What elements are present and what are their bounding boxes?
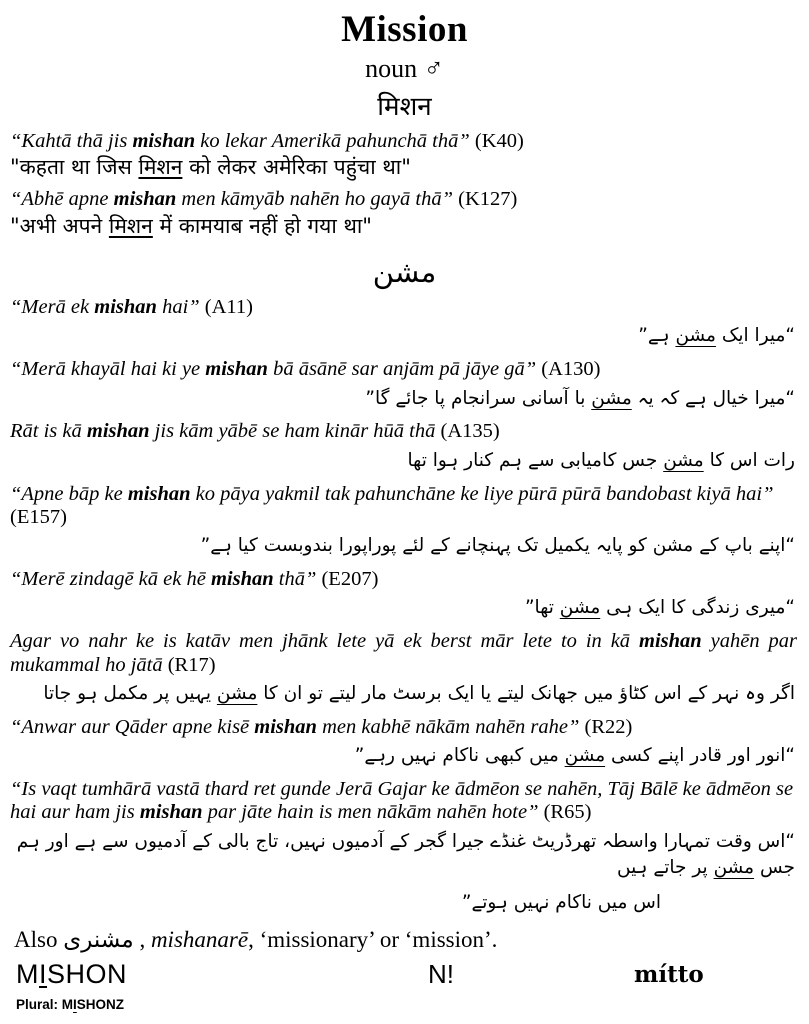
example-roman-e207 <box>0 568 809 591</box>
urdu-headword: مشن <box>372 255 437 289</box>
reference-code: (E157) <box>10 505 67 528</box>
example-urdu-r65-line2: اس میں ناکام نہیں ہوتے” <box>461 892 661 914</box>
quote-text: “Merā ek mishan hai” <box>10 296 200 318</box>
quote-text: “Merā khayāl hai ki ye mishan bā āsānē sar anjām pā jāye gā” <box>10 358 537 381</box>
quote-text: “Abhē apne mishan men kāmyāb nahēn ho gayā thā” <box>10 188 453 211</box>
page-title: Mission <box>341 9 468 50</box>
reference-code: (R22) <box>584 715 633 738</box>
reference-code: (K40) <box>474 129 524 152</box>
example-hindi-k127: "अभी अपने मिशन में कामयाब नहीं हो गया था" <box>10 213 372 238</box>
reference-code: (A11) <box>204 296 253 318</box>
reference-code: (R17) <box>167 653 216 676</box>
example-roman-a11 <box>0 296 809 319</box>
reference-code: (E207) <box>321 568 379 591</box>
quote-text: “Is vaqt tumhārā vastā thard ret gunde Jerā Gajar ke ādmēon se nahēn, Tāj Bālē ke ādmēon se hai aur ham jis mishan par jāte hain is men nākām nahēn hote” <box>10 777 794 824</box>
example-urdu-e207: “میری زندگی کا ایک ہی مشن تھا” <box>524 597 795 619</box>
example-roman-r22 <box>0 716 809 739</box>
example-roman-k40 <box>0 130 809 153</box>
example-urdu-a11: “میرا ایک مشن ہے” <box>638 325 795 347</box>
pronunciation-row <box>0 959 809 995</box>
example-hindi-k40: "कहता था जिस मिशन को लेकर अमेरिका पहुंचा था" <box>10 155 411 180</box>
example-urdu-r17: اگر وہ نہر کے اس کٹاؤ میں جھانک لیتے یا ایک برسٹ مار لیتے تو ان کا مشن یہیں پر مکمل ہو جاتا <box>43 682 795 704</box>
quote-text: Agar vo nahr ke is katāv men jhānk lete yā ek berst mār lete to in kā mishan yahēn par mukammal ho jātā <box>10 630 797 676</box>
example-urdu-a130: “میرا خیال ہے کہ یہ مشن با آسانی سرانجام پا جائے گا” <box>365 387 795 409</box>
reference-code: (K127) <box>458 188 518 211</box>
example-roman-e157 <box>0 483 809 530</box>
male-gender-icon: ♂ <box>423 52 444 83</box>
part-of-speech-line <box>0 53 809 84</box>
pronunciation-center: N! <box>428 959 454 990</box>
reference-code: (A135) <box>440 420 500 443</box>
quote-text: “Merē zindagē kā ek hē mishan thā” <box>10 568 317 591</box>
pronunciation-english: MISHON <box>16 959 128 990</box>
example-roman-r17 <box>0 630 809 677</box>
pronunciation-urdu: mítto <box>634 961 704 989</box>
example-roman-a135 <box>0 420 809 443</box>
reference-code: (A130) <box>541 358 601 381</box>
example-roman-r65 <box>0 778 809 825</box>
example-urdu-r22: “انور اور قادر اپنے کسی مشن میں کبھی ناکام نہیں رہے” <box>354 745 795 767</box>
part-of-speech: noun <box>365 53 424 83</box>
also-line: Also مشنری , mishanarē, ‘missionary’ or ‘mission’. <box>14 927 498 953</box>
example-urdu-a135: رات اس کا مشن جس کامیابی سے ہم کنار ہوا تھا <box>407 449 795 471</box>
reference-code: (R65) <box>543 801 592 824</box>
example-roman-k127 <box>0 188 809 211</box>
example-urdu-e157: “اپنے باپ کے مشن کو پایہ یکمیل تک پہنچانے کے لئے پوراپورا بندوبست کیا ہے” <box>200 535 795 557</box>
quote-text: Rāt is kā mishan jis kām yābē se ham kinār hūā thā <box>10 420 436 443</box>
example-roman-a130 <box>0 358 809 381</box>
quote-text: “Anwar aur Qāder apne kisē mishan men kabhē nākām nahēn rahe” <box>10 715 580 738</box>
quote-text: “Kahtā thā jis mishan ko lekar Amerikā pahunchā thā” <box>10 129 470 152</box>
quote-text: “Apne bāp ke mishan ko pāya yakmil tak pahunchāne ke liye pūrā pūrā bandobast kiyā hai” <box>10 482 774 505</box>
hindi-headword: मिशन <box>377 91 432 122</box>
example-urdu-r65-line1: “اس وقت تمہارا واسطہ تھرڈریٹ غنڈے جیرا گجر کے آدمیوں نہیں، تاج بالی کے آدمیوں سے ہے اور ہم جس مشن پر جاتے ہیں <box>16 830 795 879</box>
plural-note: Plural: MISHONZ <box>16 997 125 1013</box>
